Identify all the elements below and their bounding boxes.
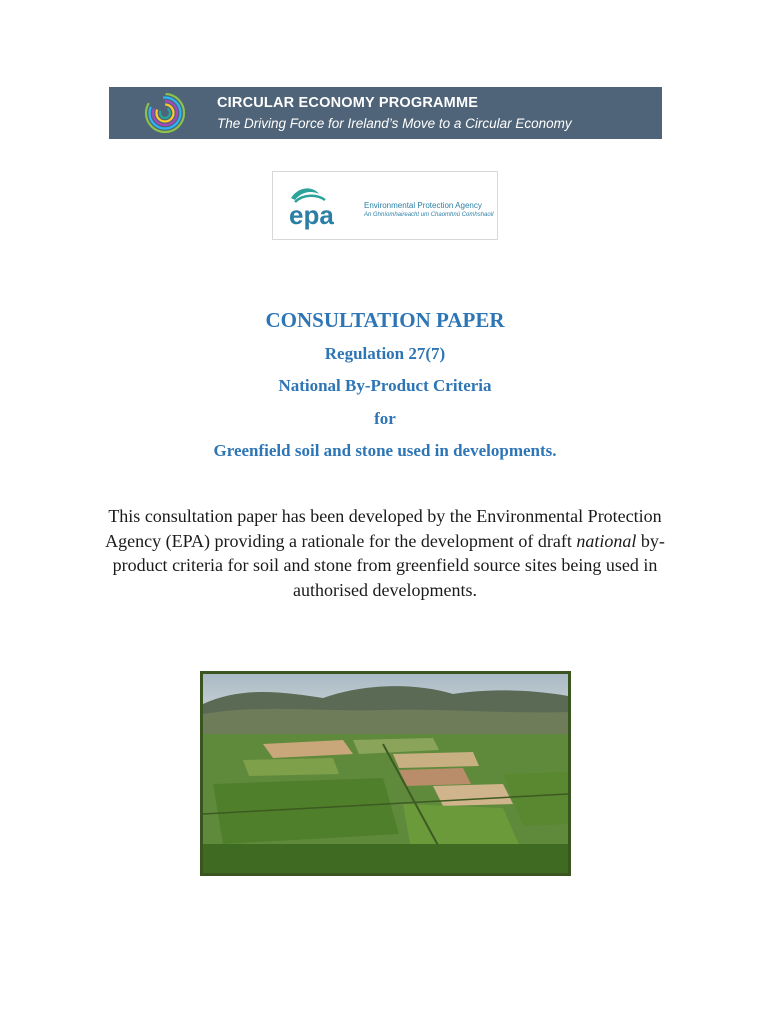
subject-heading: Greenfield soil and stone used in developments. <box>213 441 557 460</box>
intro-emphasis: national <box>576 530 637 551</box>
programme-banner <box>109 87 662 139</box>
criteria-heading: National By-Product Criteria <box>278 376 492 395</box>
circular-economy-logo-icon <box>143 91 187 135</box>
intro-text-part1: This consultation paper has been developed by the Environmental Protection Agency (EPA) providing a rationale for the development of draft <box>105 506 662 551</box>
epa-wave-logo-icon <box>281 178 371 234</box>
regulation-heading: Regulation 27(7) <box>324 344 446 363</box>
photo-illustration <box>203 674 568 873</box>
aerial-farmland-photo <box>200 671 571 876</box>
banner-subtitle: The Driving Force for Ireland’s Move to a Circular Economy <box>217 116 572 131</box>
epa-irish-name: An Ghníomhaireacht um Chaomhnú Comhshaoil <box>364 212 494 218</box>
epa-name: Environmental Protection Agency <box>364 201 482 210</box>
banner-title: CIRCULAR ECONOMY PROGRAMME <box>217 95 479 111</box>
intro-text-part2: by-product criteria for soil and stone from greenfield source sites being used in authorised developments. <box>112 530 665 600</box>
epa-logo <box>272 171 498 240</box>
svg-text:epa: epa <box>289 200 334 230</box>
intro-paragraph <box>80 504 690 602</box>
document-title: CONSULTATION PAPER <box>265 308 505 332</box>
for-heading: for <box>374 409 396 428</box>
